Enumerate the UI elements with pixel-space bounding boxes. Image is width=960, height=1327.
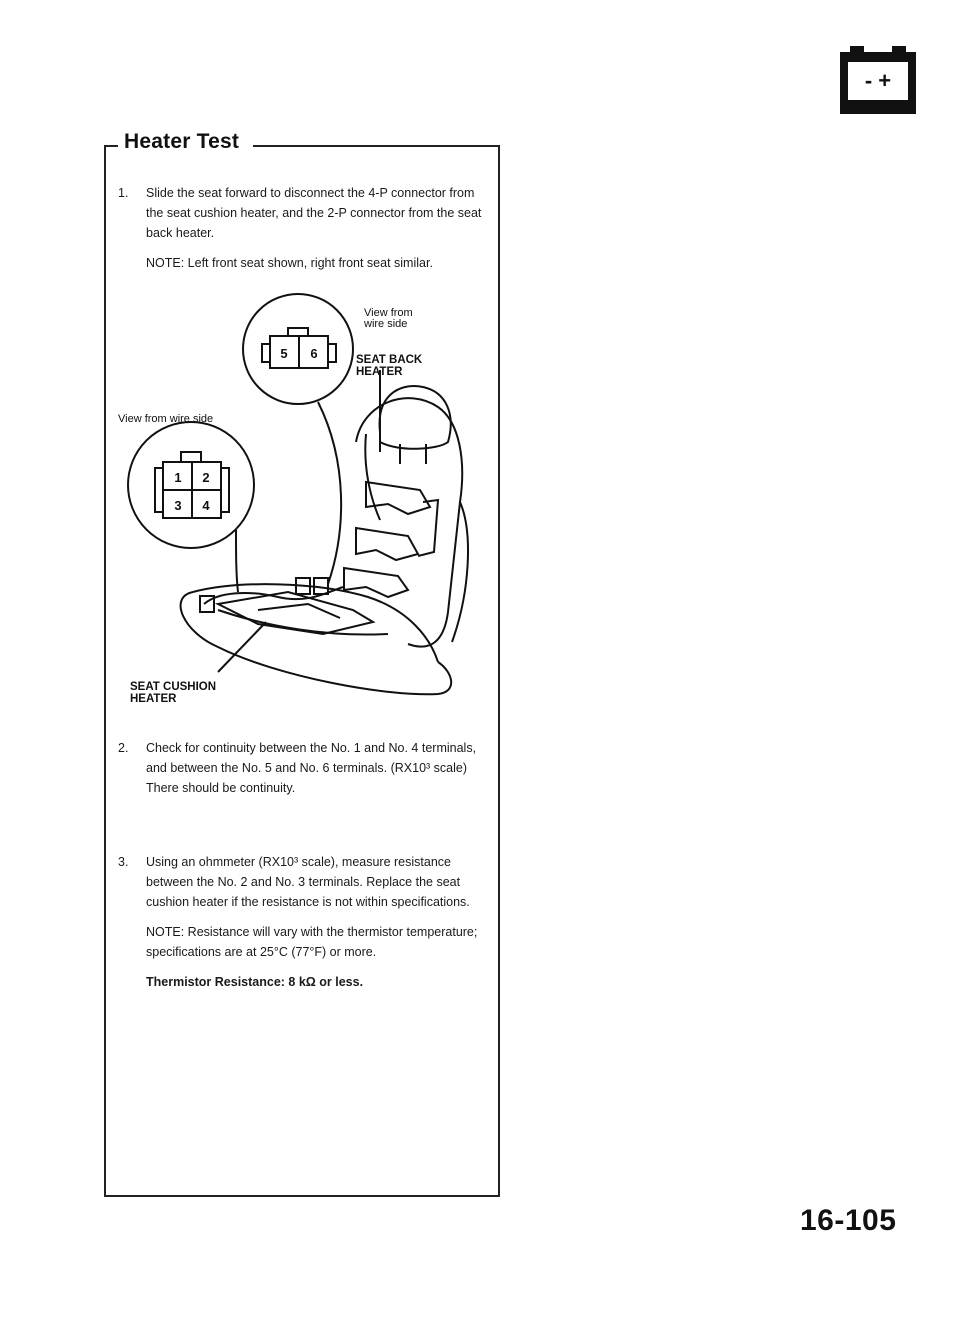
step-2 xyxy=(118,738,486,808)
terminal-5: 5 xyxy=(280,346,288,361)
label-seat-cushion-heater-2: HEATER xyxy=(130,693,177,705)
frame-top-right xyxy=(253,145,498,147)
step-1-note: NOTE: Left front seat shown, right front seat similar. xyxy=(146,256,433,270)
label-seat-back-heater-1: SEAT BACK xyxy=(356,354,423,366)
seat-back-outline xyxy=(356,398,462,646)
step-2-number: 2. xyxy=(118,741,129,755)
terminal-3: 3 xyxy=(174,498,182,513)
page-number: 16-105 xyxy=(800,1204,897,1237)
step-1-text: Slide the seat forward to disconnect the 4-P connector from the seat cushion heater, and the 2-P connector from the seat back heater. xyxy=(146,186,482,240)
label-view-wire-side-top-2: wire side xyxy=(364,318,408,330)
label-view-wire-side-left: View from wire side xyxy=(118,413,214,425)
step-1-number: 1. xyxy=(118,186,129,200)
terminal-1: 1 xyxy=(174,470,182,485)
thermistor-resistance-spec: Thermistor Resistance: 8 kΩ or less. xyxy=(146,975,364,989)
frame-right xyxy=(498,145,500,1195)
step-1 xyxy=(118,183,486,283)
step-3-text: Using an ohmmeter (RX10³ scale), measure resistance between the No. 2 and No. 3 terminals. Replace the seat cushion heater if the resistance is not within specifications. xyxy=(146,855,470,909)
step-3-note: NOTE: Resistance will vary with the thermistor temperature; specifications are at 25°C (77°F) or more. xyxy=(146,925,478,959)
step-3-number: 3. xyxy=(118,855,129,869)
step-2-text: Check for continuity between the No. 1 and No. 4 terminals, and between the No. 5 and No. 6 terminals. (RX10³ scale) xyxy=(146,741,477,775)
terminal-2: 2 xyxy=(202,470,210,485)
terminal-4: 4 xyxy=(202,498,210,513)
step-2-result: There should be continuity. xyxy=(146,781,296,795)
label-seat-back-heater-2: HEATER xyxy=(356,366,403,378)
label-view-wire-side-top-1: View from xyxy=(364,307,413,319)
terminal-6: 6 xyxy=(310,346,318,361)
battery-symbol: - + xyxy=(864,68,892,93)
step-3 xyxy=(118,852,486,1002)
seat-heater-diagram xyxy=(108,292,496,714)
battery-icon xyxy=(838,44,918,116)
headrest-outline xyxy=(380,386,451,449)
label-seat-cushion-heater-1: SEAT CUSHION xyxy=(130,681,217,693)
frame-bottom xyxy=(104,1195,500,1197)
section-title: Heater Test xyxy=(124,130,240,153)
frame-top-left xyxy=(104,145,118,147)
frame-left xyxy=(104,145,106,1195)
